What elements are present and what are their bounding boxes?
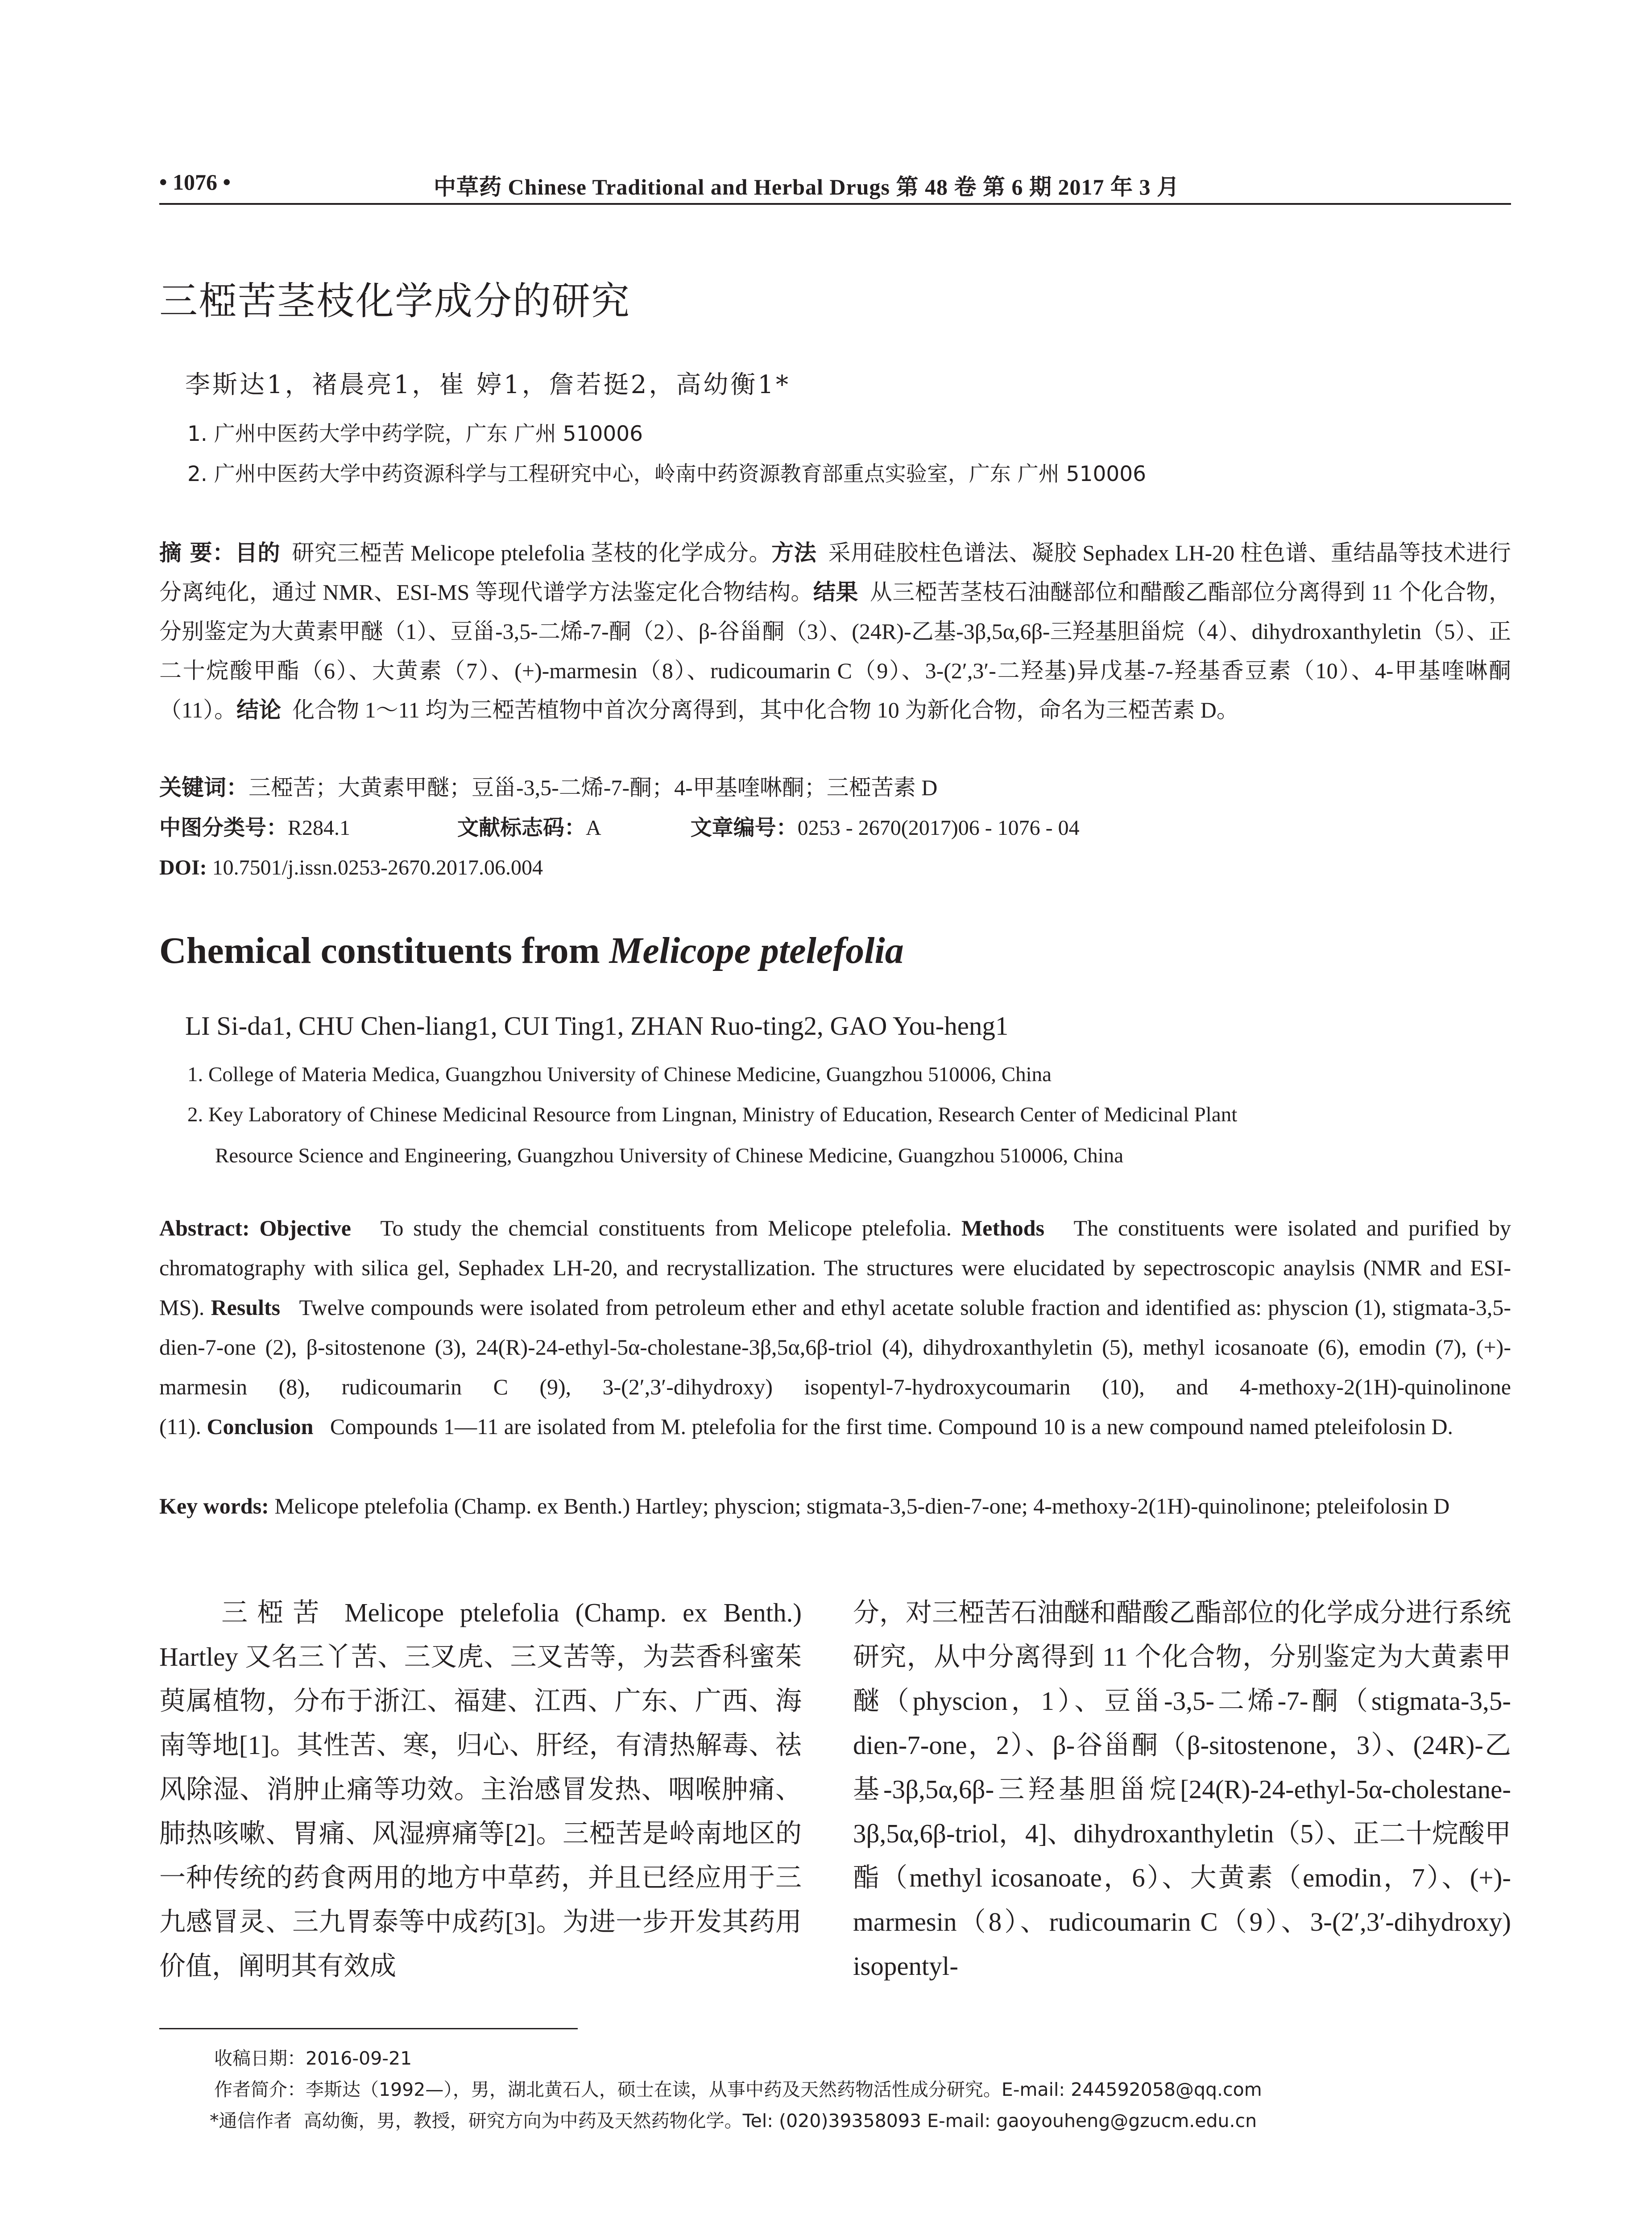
affiliation-cn-2: 2. 广州中医药大学中药资源科学与工程研究中心，岭南中药资源教育部重点实验室，广东 广州 510006: [187, 462, 1147, 486]
keywords-english: [159, 1486, 1511, 1526]
results-en-text: Twelve compounds were isolated from petroleum ether and ethyl acetate soluble fraction and identified as: physcion (1), stigmata-3,5-dien-7-one (2), β-sitostenone (3), 24(R)-24-ethyl-5α-cholestane-3β,5α,6β-triol (4), dihydroxanthyletin (5), methyl icosanoate (6), emodin (7), (+)-marmesin (8), rudicoumarin C (9), 3-(2′,3′-dihydroxy) isopentyl-7-hydroxycoumarin (10), and 4-methoxy-2(1H)-quinolinone (11).: [159, 1295, 1511, 1439]
affiliation-en-2-line2: Resource Science and Engineering, Guangzhou University of Chinese Medicine, Guangzhou 510006, China: [215, 1144, 1124, 1167]
abstract-en-label: Abstract: Objective: [159, 1215, 351, 1240]
corr-text: 高幼衡，男，教授，研究方向为中药及天然药物化学。Tel: (020)39358093 E-mail: gaoyouheng@gzucm.edu.cn: [303, 2110, 1257, 2131]
classification-line: [159, 808, 1511, 848]
methods-cn-text: 采用硅胶柱色谱法、凝胶 Sephadex LH-20 柱色谱、重结晶等技术进行分离纯化，通过 NMR、ESI-MS 等现代谱学方法鉴定化合物结构。: [159, 540, 1511, 605]
objective-cn-label: 目的: [235, 540, 281, 566]
objective-en-text: To study the chemcial constituents from Melicope ptelefolia.: [380, 1215, 952, 1240]
abstract-english: [159, 1208, 1511, 1447]
received-date: 2016-09-21: [306, 2048, 412, 2069]
results-cn-text: 从三椏苦茎枝石油醚部位和醋酸乙酯部位分离得到 11 个化合物，分别鉴定为大黄素甲醚（1）、豆甾-3,5-二烯-7-酮（2）、β-谷甾酮（3）、(24R)-乙基-3β,5α,6β-三羟基胆甾烷（4）、dihydroxanthyletin（5）、正二十烷酸甲酯（6）、大黄素（7）、(+)-marmesin（8）、rudicoumarin C（9）、3-(2′,3′-二羟基)异戊基-7-羟基香豆素（10）、4-甲基喹啉酮（11）。: [159, 580, 1511, 722]
running-header: [159, 167, 1511, 199]
body-column-right: 分，对三椏苦石油醚和醋酸乙酯部位的化学成分进行系统研究，从中分离得到 11 个化合物，分别鉴定为大黄素甲醚（physcion，1）、豆甾-3,5-二烯-7-酮（stigmata-3,5-dien-7-one，2）、β-谷甾酮（β-sitostenone，3）、(24R)-乙基-3β,5α,6β-三羟基胆甾烷[24(R)-24-ethyl-5α-cholestane-3β,5α,6β-triol，4]、dihydroxanthyletin（5）、正二十烷酸甲酯（methyl icosanoate，6）、大黄素（emodin，7）、(+)-marmesin（8）、rudicoumarin C（9）、3-(2′,3′-dihydroxy) isopentyl-: [853, 1598, 1511, 1981]
objective-cn-text: 研究三椏苦 Melicope ptelefolia 茎枝的化学成分。: [292, 540, 772, 565]
class-label: 中图分类号：: [159, 815, 288, 840]
header-rule: [159, 203, 1511, 205]
affiliation-en-2: [187, 1094, 1510, 1176]
body-left-text: 三椏苦 Melicope ptelefolia (Champ. ex Benth.) Hartley 又名三丫苦、三叉虎、三叉苦等，为芸香科蜜茱萸属植物，分布于浙江、福建、江西、广东、广西、海南等地[1]。其性苦、寒，归心、肝经，有清热解毒、祛风除湿、消肿止痛等功效。主治感冒发热、咽喉肿痛、肺热咳嗽、胃痛、风湿痹痛等[2]。三椏苦是岭南地区的一种传统的药食两用的地方中草药，并且已经应用于三九感冒灵、三九胃泰等中成药[3]。为进一步开发其药用价值，阐明其有效成: [159, 1598, 802, 1981]
article-no-value: 0253 - 2670(2017)06 - 1076 - 04: [797, 816, 1080, 840]
footnote-rule: [159, 2028, 578, 2029]
bio-label: 作者简介：: [214, 2079, 306, 2100]
methods-en-label: Methods: [961, 1215, 1045, 1240]
keywords-en-label: Key words:: [159, 1493, 269, 1518]
conclusion-en-label: Conclusion: [207, 1414, 314, 1439]
doc-code-value: A: [586, 816, 601, 840]
abstract-chinese: [159, 533, 1511, 730]
footnote-received: [214, 2044, 412, 2070]
affiliation-en-1: 1. College of Materia Medica, Guangzhou University of Chinese Medicine, Guangzhou 510006, China: [187, 1063, 1052, 1086]
conclusion-cn-text: 化合物 1～11 均为三椏苦植物中首次分离得到，其中化合物 10 为新化合物，命名为三椏苦素 D。: [292, 697, 1239, 722]
doc-code-label: 文献标志码：: [457, 815, 586, 840]
keywords-cn-label: 关键词：: [159, 775, 248, 800]
body-column-left: [159, 1591, 802, 1988]
journal-line: 中草药 Chinese Traditional and Herbal Drugs 第 48 卷 第 6 期 2017 年 3 月: [434, 174, 1180, 199]
class-value: R284.1: [288, 816, 351, 840]
results-cn-label: 结果: [813, 579, 858, 605]
methods-en-text: The constituents were isolated and purified by chromatography with silica gel, Sephadex LH-20, and recrystallization. The structures were elucidated by sepectroscopic anaylsis (NMR and ESI-MS).: [159, 1215, 1511, 1320]
footnote-author-bio: [214, 2075, 1262, 2101]
received-label: 收稿日期：: [214, 2048, 306, 2069]
keywords-chinese: [159, 768, 1511, 807]
page-number: • 1076 •: [159, 170, 231, 195]
doi-value: 10.7501/j.issn.0253-2670.2017.06.004: [212, 856, 543, 879]
corr-label: *通信作者: [210, 2110, 292, 2131]
conclusion-cn-label: 结论: [236, 697, 282, 723]
article-no-label: 文章编号：: [690, 815, 798, 840]
title-en-italic: Melicope ptelefolia: [609, 930, 904, 971]
affiliation-cn-1: 1. 广州中医药大学中药学院，广东 广州 510006: [187, 422, 643, 446]
keywords-en-text: Melicope ptelefolia (Champ. ex Benth.) Hartley; physcion; stigmata-3,5-dien-7-one; 4-methoxy-2(1H)-quinolinone; pteleifolosin D: [274, 1493, 1450, 1518]
footnote-corresponding: [210, 2106, 1257, 2132]
title-en-plain: Chemical constituents from: [159, 930, 609, 971]
authors-chinese: 李斯达1，褚晨亮1，崔 婷1，詹若挺2，高幼衡1*: [185, 370, 791, 399]
conclusion-en-text: Compounds 1—11 are isolated from M. ptelefolia for the first time. Compound 10 is a new compound named pteleifolosin D.: [330, 1414, 1453, 1439]
doi-label: DOI:: [159, 856, 207, 879]
authors-english: LI Si-da1, CHU Chen-liang1, CUI Ting1, ZHAN Ruo-ting2, GAO You-heng1: [185, 1011, 1009, 1041]
affiliation-en-2-line1: 2. Key Laboratory of Chinese Medicinal Resource from Lingnan, Ministry of Education, Research Center of Medicinal Plant: [187, 1103, 1238, 1126]
title-chinese: 三椏苦茎枝化学成分的研究: [159, 279, 630, 323]
abstract-cn-label: 摘 要：: [159, 540, 235, 566]
doi-line: [159, 848, 1511, 887]
title-english: [159, 929, 904, 972]
keywords-cn-text: 三椏苦；大黄素甲醚；豆甾-3,5-二烯-7-酮；4-甲基喹啉酮；三椏苦素 D: [248, 775, 938, 800]
methods-cn-label: 方法: [771, 540, 817, 566]
results-en-label: Results: [211, 1295, 281, 1320]
bio-text: 李斯达（1992—），男，湖北黄石人，硕士在读，从事中药及天然药物活性成分研究。E-mail: 244592058@qq.com: [306, 2079, 1262, 2100]
